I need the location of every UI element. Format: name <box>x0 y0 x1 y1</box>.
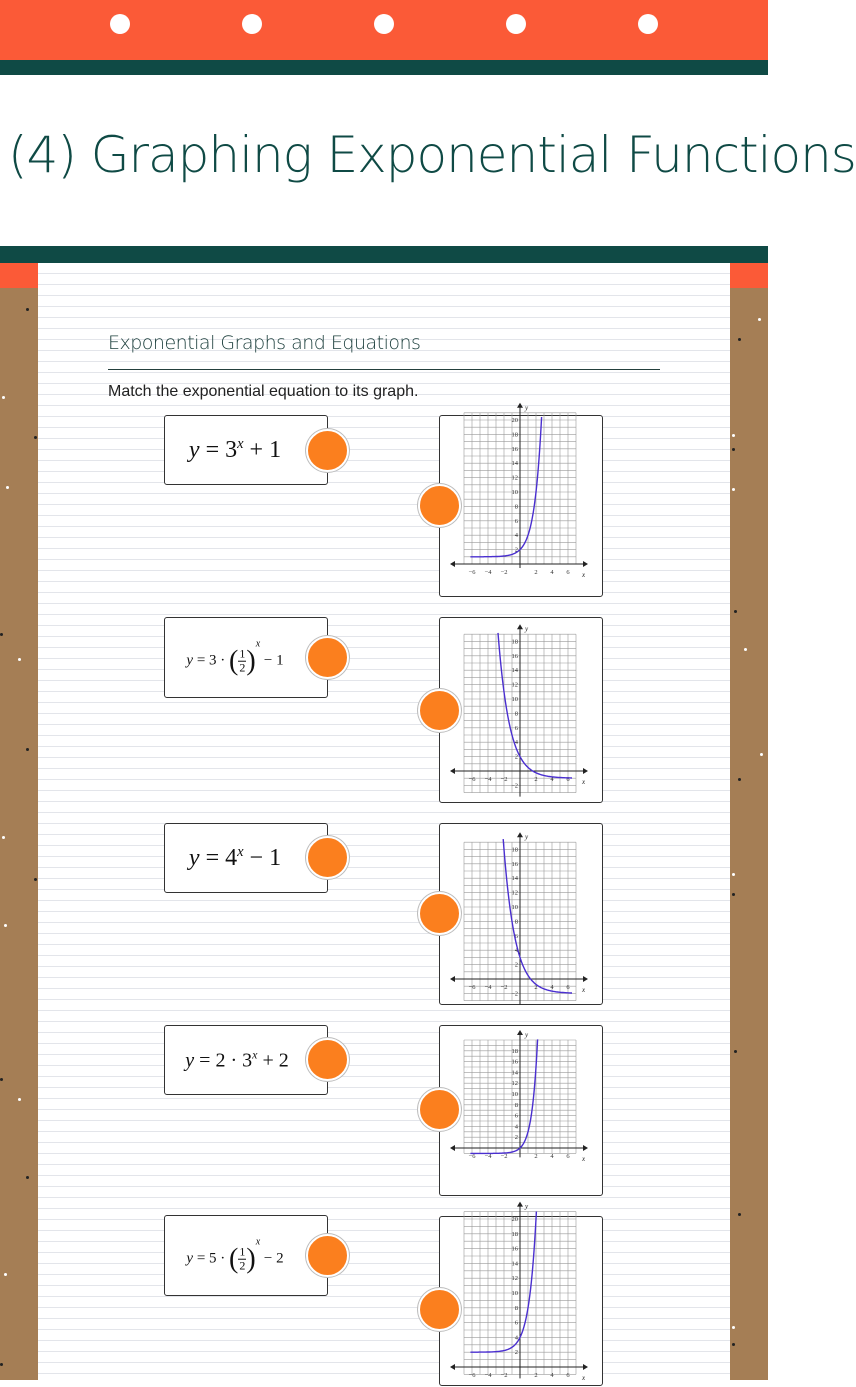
x-tick-label: −4 <box>484 1372 492 1379</box>
page-title: (4) Graphing Exponential Functions <box>8 126 856 184</box>
x-tick-label: 4 <box>550 1153 554 1160</box>
y-axis-label: y <box>525 403 529 412</box>
equation-card-1[interactable] <box>164 415 328 485</box>
x-axis-arrow <box>583 561 588 567</box>
x-tick-label: 2 <box>534 776 538 783</box>
match-handle-graph-4[interactable] <box>418 1088 461 1131</box>
match-handle-graph-5[interactable] <box>418 1288 461 1331</box>
x-tick-label: 4 <box>550 569 554 576</box>
x-tick-label: −2 <box>500 1153 508 1160</box>
y-tick-label: 12 <box>511 1275 518 1283</box>
x-tick-label: 6 <box>566 569 570 576</box>
y-tick-label: 16 <box>511 1058 518 1066</box>
section-title: Exponential Graphs and Equations <box>108 332 421 354</box>
y-tick-label: 2 <box>514 961 518 969</box>
y-tick-label: 8 <box>514 918 518 926</box>
decor-dot <box>506 14 526 34</box>
match-handle-graph-3[interactable] <box>418 892 461 935</box>
y-axis-label: y <box>525 1202 529 1211</box>
y-tick-label: 16 <box>511 860 518 868</box>
graph-svg <box>440 1026 604 1197</box>
y-tick-label: 4 <box>514 739 518 747</box>
y-tick-label: 4 <box>514 1334 518 1342</box>
y-tick-label: 8 <box>514 1101 518 1109</box>
cork-border-right <box>730 288 768 1380</box>
x-tick-label: 4 <box>550 776 554 783</box>
header-bar <box>0 0 768 60</box>
x-tick-label: 2 <box>534 1372 538 1379</box>
equation-card-4[interactable] <box>164 1025 328 1095</box>
decor-dot <box>110 14 130 34</box>
y-tick-label: 6 <box>514 1112 518 1120</box>
y-tick-label: 6 <box>514 517 518 525</box>
x-tick-label: −4 <box>484 569 492 576</box>
equation-card-3[interactable] <box>164 823 328 893</box>
x-tick-label: −2 <box>500 984 508 991</box>
x-tick-label: −6 <box>468 569 476 576</box>
graph-card-1[interactable] <box>439 403 603 597</box>
y-tick-label: 18 <box>511 846 518 854</box>
match-handle-equation-1[interactable] <box>306 429 349 472</box>
match-handle-equation-2[interactable] <box>306 636 349 679</box>
x-tick-label: 2 <box>534 1153 538 1160</box>
graph-card-3[interactable] <box>439 823 603 1005</box>
graph-card-5[interactable] <box>439 1202 603 1386</box>
y-tick-label: 4 <box>514 532 518 540</box>
x-axis-arrow <box>583 768 588 774</box>
y-axis-arrow <box>517 624 523 629</box>
y-axis-label: y <box>525 833 529 842</box>
x-tick-label: −4 <box>484 1153 492 1160</box>
match-handle-equation-5[interactable] <box>306 1234 349 1277</box>
graph-svg <box>440 618 604 804</box>
y-tick-label: 6 <box>514 932 518 940</box>
y-tick-label: 8 <box>514 710 518 718</box>
graph-card-4[interactable] <box>439 1025 603 1196</box>
y-tick-label: 18 <box>511 638 518 646</box>
y-tick-label: 6 <box>514 724 518 732</box>
x-tick-label: −6 <box>468 984 476 991</box>
x-axis-label: x <box>582 1374 586 1382</box>
x-axis-label: x <box>582 778 586 786</box>
graph-card-2[interactable] <box>439 617 603 803</box>
equation-text: y = 3$^x$ + 1 <box>188 436 282 463</box>
y-axis-arrow <box>517 832 523 837</box>
y-tick-label: 12 <box>511 1080 518 1088</box>
y-tick-label: 10 <box>511 1290 518 1297</box>
y-tick-label: 14 <box>511 460 518 468</box>
equation-card-2[interactable] <box>164 617 328 698</box>
y-tick-label: 14 <box>511 667 518 675</box>
y-tick-label: 18 <box>511 1047 518 1055</box>
x-tick-label: 6 <box>566 776 570 783</box>
y-tick-label: 20 <box>511 417 518 424</box>
decor-dot <box>374 14 394 34</box>
equation-text: y = 2 · 3$^x$ + 2 <box>185 1047 289 1072</box>
equation-card-5[interactable] <box>164 1215 328 1296</box>
x-axis-arrow-left <box>450 1364 455 1370</box>
decor-dot <box>242 14 262 34</box>
x-axis-arrow-left <box>450 561 455 567</box>
x-axis-label: x <box>582 986 586 994</box>
match-handle-graph-1[interactable] <box>418 484 461 527</box>
worksheet-paper <box>38 263 730 1380</box>
x-tick-label: 4 <box>550 1372 554 1379</box>
y-tick-label: 12 <box>511 681 518 689</box>
x-tick-label: −6 <box>468 776 476 783</box>
x-tick-label: 4 <box>550 984 554 991</box>
x-tick-label: −2 <box>500 569 508 576</box>
y-tick-label: 12 <box>511 889 518 897</box>
cork-border-left <box>0 288 38 1380</box>
y-tick-label: 2 <box>514 753 518 761</box>
graph-svg <box>440 1202 604 1387</box>
instruction-text: Match the exponential equation to its graph. <box>108 383 419 400</box>
match-handle-equation-3[interactable] <box>306 836 349 879</box>
y-tick-label: 2 <box>514 1349 518 1357</box>
y-tick-label: 4 <box>514 947 518 955</box>
x-tick-label: 6 <box>566 1153 570 1160</box>
y-tick-label: 16 <box>511 1245 518 1253</box>
y-tick-label: −2 <box>511 990 518 998</box>
x-tick-label: −4 <box>484 984 492 991</box>
y-axis-label: y <box>525 625 529 634</box>
x-tick-label: −2 <box>500 1372 508 1379</box>
header-divider <box>0 60 768 75</box>
y-tick-label: 2 <box>514 1134 518 1142</box>
x-tick-label: −2 <box>500 776 508 783</box>
x-axis-arrow <box>583 1364 588 1370</box>
x-axis-label: x <box>582 571 586 579</box>
y-tick-label: 14 <box>511 875 518 883</box>
x-tick-label: −6 <box>468 1153 476 1160</box>
y-tick-label: 6 <box>514 1319 518 1327</box>
y-tick-label: 10 <box>511 696 518 703</box>
y-tick-label: 14 <box>511 1069 518 1077</box>
y-tick-label: 10 <box>511 904 518 911</box>
title-divider <box>0 246 768 263</box>
y-tick-label: 16 <box>511 652 518 660</box>
x-tick-label: 2 <box>534 984 538 991</box>
section-divider <box>108 369 660 370</box>
x-axis-arrow-left <box>450 1145 455 1151</box>
y-tick-label: 8 <box>514 503 518 511</box>
x-tick-label: 2 <box>534 569 538 576</box>
graph-svg <box>440 403 604 598</box>
x-axis-arrow-left <box>450 976 455 982</box>
equation-text: y = 5 · ( $\frac{1}{2}$ )$^x$ − 2 <box>186 1236 284 1274</box>
y-tick-label: 2 <box>514 546 518 554</box>
y-tick-label: 20 <box>511 1216 518 1223</box>
function-curve <box>498 633 572 778</box>
graph-svg <box>440 824 604 1006</box>
match-handle-equation-4[interactable] <box>306 1038 349 1081</box>
y-tick-label: 18 <box>511 431 518 439</box>
decor-dot <box>638 14 658 34</box>
y-axis-arrow <box>517 1030 523 1035</box>
x-tick-label: −6 <box>468 1372 476 1379</box>
function-curve <box>470 417 541 557</box>
y-tick-label: 16 <box>511 445 518 453</box>
x-axis-arrow-left <box>450 768 455 774</box>
x-axis-arrow <box>583 1145 588 1151</box>
x-axis-arrow <box>583 976 588 982</box>
y-tick-label: 18 <box>511 1230 518 1238</box>
y-tick-label: 8 <box>514 1304 518 1312</box>
y-tick-label: 10 <box>511 1091 518 1098</box>
equation-text: y = 3 · ( $\frac{1}{2}$ )$^x$ − 1 <box>186 638 284 676</box>
y-tick-label: 14 <box>511 1260 518 1268</box>
y-tick-label: 12 <box>511 474 518 482</box>
x-tick-label: −4 <box>484 776 492 783</box>
x-axis-label: x <box>582 1155 586 1163</box>
x-tick-label: 6 <box>566 984 570 991</box>
y-tick-label: 4 <box>514 1123 518 1131</box>
x-tick-label: 6 <box>566 1372 570 1379</box>
y-tick-label: 10 <box>511 489 518 496</box>
match-handle-graph-2[interactable] <box>418 689 461 732</box>
y-axis-label: y <box>525 1031 529 1039</box>
y-tick-label: −2 <box>511 782 518 790</box>
equation-text: y = 4$^x$ − 1 <box>188 844 282 871</box>
